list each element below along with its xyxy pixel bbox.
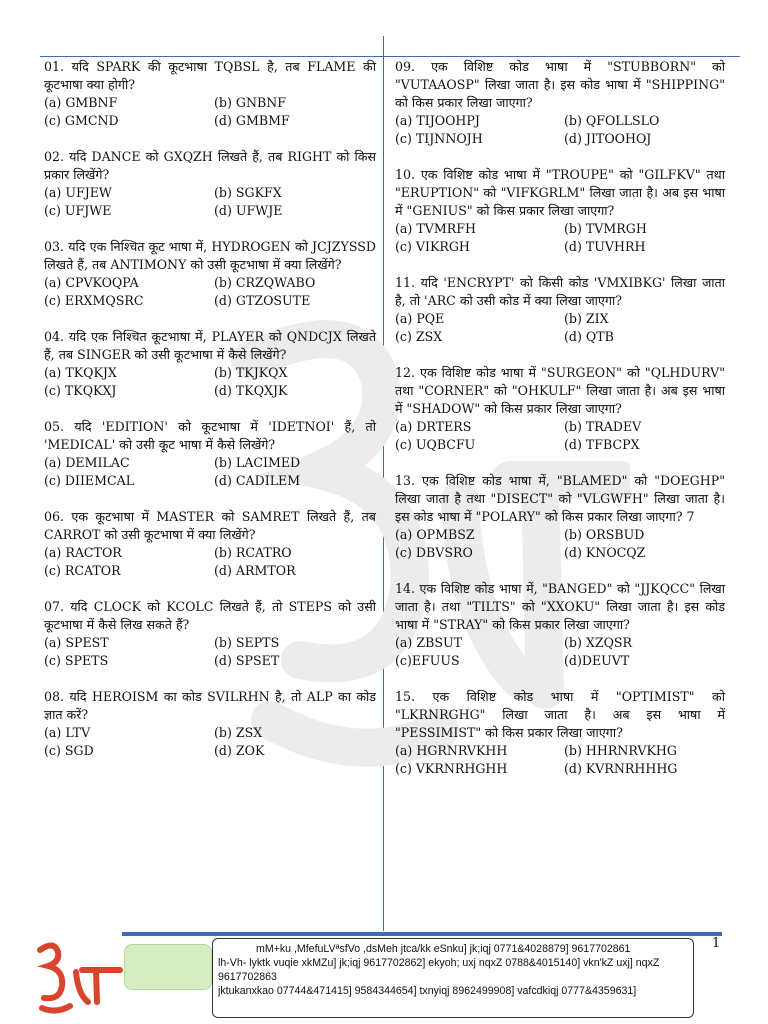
options-grid xyxy=(395,310,725,346)
answer-option: (b) ORSBUD xyxy=(564,527,645,542)
answer-option: (b) LACIMED xyxy=(214,455,301,470)
options-grid xyxy=(44,724,376,760)
answer-option: (b) CRZQWABO xyxy=(214,275,316,290)
answer-option: (c) SPETS xyxy=(44,653,109,668)
answer-option: (b) QFOLLSLO xyxy=(564,113,660,128)
question-block xyxy=(395,688,725,778)
question-block xyxy=(44,58,376,130)
answer-option: (c) VIKRGH xyxy=(395,239,470,254)
options-grid xyxy=(44,454,376,490)
question-block xyxy=(395,166,725,256)
options-grid xyxy=(44,274,376,310)
options-grid xyxy=(395,220,725,256)
question-text: 12. एक विशिष्ट कोड भाषा में "SURGEON" को "QLHDURV" तथा "CORNER" को "OHKULF" लिखा जाता है। अब इस भाषा में "SHADOW" को किस प्रकार लिखा जाएगा? xyxy=(395,365,725,416)
footer-rule xyxy=(122,932,722,936)
brand-logo-icon xyxy=(30,936,125,1014)
contact-line: jktukanxkao 07744&471415] 9584344654] txnyiqj 8962499908] vafcdkiqj 0777&4359631] xyxy=(218,985,637,997)
answer-option: (a) UFJEW xyxy=(44,185,112,200)
answer-option: (b) GNBNF xyxy=(214,95,286,110)
answer-option: (a) TKQKJX xyxy=(44,365,117,380)
answer-option: (d) KNOCQZ xyxy=(564,545,646,560)
question-text: 11. यदि 'ENCRYPT' को किसी कोड 'VMXIBKG' लिखा जाता है, तो 'ARC को उसी कोड में क्या लिखा जाएगा? xyxy=(395,275,725,308)
answer-option: (d) GMBMF xyxy=(214,113,290,128)
answer-option: (c) DBVSRO xyxy=(395,545,473,560)
question-block xyxy=(44,148,376,220)
answer-option: (c) SGD xyxy=(44,743,94,758)
answer-option: (b) SEPTS xyxy=(214,635,280,650)
contact-line: lh-Vh- lyktk vuqie xkMZu] jk;iqj 9617702862] ekyoh; uxj nqxZ 0788&4015140] vkn'kZ uxj] nqxZ xyxy=(218,957,660,969)
question-block xyxy=(44,508,376,580)
answer-option: (b) ZIX xyxy=(564,311,609,326)
answer-option: (a) PQE xyxy=(395,311,445,326)
answer-option: (c) VKRNRHGHH xyxy=(395,761,508,776)
answer-option: (a) LTV xyxy=(44,725,91,740)
question-block xyxy=(44,418,376,490)
answer-option: (a) GMBNF xyxy=(44,95,118,110)
answer-option: (a) DEMILAC xyxy=(44,455,130,470)
question-block xyxy=(395,364,725,454)
answer-option: (c) RCATOR xyxy=(44,563,121,578)
answer-option: (d) GTZOSUTE xyxy=(214,293,311,308)
answer-option: (d) TKQXJK xyxy=(214,383,288,398)
left-column xyxy=(44,58,376,778)
question-text: 07. यदि CLOCK को KCOLC लिखते हैं, तो STEPS को उसी कूटभाषा में कैसे लिख सकते हैं? xyxy=(44,599,376,632)
answer-option: (d) UFWJE xyxy=(214,203,283,218)
answer-option: (d)DEUVT xyxy=(564,653,630,668)
options-grid xyxy=(395,634,725,670)
answer-option: (c) UFJWE xyxy=(44,203,112,218)
answer-option: (a) RACTOR xyxy=(44,545,122,560)
answer-option: (c) ERXMQSRC xyxy=(44,293,144,308)
right-column xyxy=(395,58,725,796)
answer-option: (c) UQBCFU xyxy=(395,437,476,452)
question-text: 09. एक विशिष्ट कोड भाषा में "STUBBORN" को "VUTAAOSP" लिखा जाता है। इस कोड भाषा में "SHIPPING" को किस प्रकार लिखा जाएगा? xyxy=(395,59,725,110)
question-block xyxy=(44,688,376,760)
options-grid xyxy=(44,634,376,670)
answer-option: (d) TFBCPX xyxy=(564,437,640,452)
options-grid xyxy=(395,526,725,562)
answer-option: (c) TKQKXJ xyxy=(44,383,117,398)
options-grid xyxy=(395,418,725,454)
answer-option: (c) GMCND xyxy=(44,113,119,128)
answer-option: (a) TIJOOHPJ xyxy=(395,113,480,128)
answer-option: (d) ARMTOR xyxy=(214,563,296,578)
answer-option: (a) DRTERS xyxy=(395,419,472,434)
options-grid xyxy=(395,742,725,778)
answer-option: (c)EFUUS xyxy=(395,653,460,668)
question-text: 01. यदि SPARK की कूटभाषा TQBSL है, तब FLAME की कूटभाषा क्या होगी? xyxy=(44,59,376,92)
question-text: 05. यदि 'EDITION' को कूटभाषा में 'IDETNOI' हैं, तो 'MEDICAL' को उसी कूट भाषा में कैसे लिखेंगे? xyxy=(44,419,376,452)
answer-option: (b) ZSX xyxy=(214,725,263,740)
question-block xyxy=(395,58,725,148)
answer-option: (b) TRADEV xyxy=(564,419,642,434)
answer-option: (b) RCATRO xyxy=(214,545,292,560)
question-block xyxy=(395,580,725,670)
answer-option: (d) ZOK xyxy=(214,743,265,758)
answer-option: (a) TVMRFH xyxy=(395,221,476,236)
question-block xyxy=(44,238,376,310)
answer-option: (a) HGRNRVKHH xyxy=(395,743,508,758)
question-block xyxy=(395,274,725,346)
answer-option: (b) TKJKQX xyxy=(214,365,288,380)
contact-box xyxy=(212,938,694,1018)
question-text: 06. एक कूटभाषा में MASTER को SAMRET लिखते हैं, तब CARROT को उसी कूटभाषा में क्या लिखेंगे? xyxy=(44,509,376,542)
question-text: 15. एक विशिष्ट कोड भाषा में "OPTIMIST" को "LKRNRGHG" लिखा जाता है। अब इस भाषा में "PESSIMIST" को किस प्रकार लिखा जाएगा? xyxy=(395,689,725,740)
question-block xyxy=(44,328,376,400)
answer-option: (a) CPVKOQPA xyxy=(44,275,139,290)
top-rule xyxy=(40,56,740,57)
options-grid xyxy=(44,94,376,130)
answer-option: (b) SGKFX xyxy=(214,185,282,200)
answer-option: (c) TIJNNOJH xyxy=(395,131,483,146)
question-text: 08. यदि HEROISM का कोड SVILRHN है, तो ALP का कोड ज्ञात करें? xyxy=(44,689,376,722)
options-grid xyxy=(44,364,376,400)
page-number: 1 xyxy=(712,936,721,951)
footer-green-box xyxy=(124,944,212,990)
question-text: 13. एक विशिष्ट कोड भाषा में, "BLAMED" को "DOEGHP" लिखा जाता है तथा "DISECT" को "VLGWFH" लिखा जाता है। इस कोड भाषा में "POLARY" को किस प्रकार लिखा जाएगा? 7 xyxy=(395,473,725,524)
question-text: 14. एक विशिष्ट कोड भाषा में, "BANGED" को "JJKQCC" लिखा जाता है। तथा "TILTS" को "XXOKU" लिखा जाता है। इस कोड भाषा में "STRAY" को किस प्रकार लिखा जाएगा? xyxy=(395,581,725,632)
question-text: 10. एक विशिष्ट कोड भाषा में "TROUPE" को "GILFKV" तथा "ERUPTION" को "VIFKGRLM" लिखा जाता है। अब इस भाषा में "GENIUS" को किस प्रकार लिखा जाएगा? xyxy=(395,167,725,218)
options-grid xyxy=(44,544,376,580)
answer-option: (b) HHRNRVKHG xyxy=(564,743,677,758)
options-grid xyxy=(395,112,725,148)
answer-option: (d) TUVHRH xyxy=(564,239,646,254)
answer-option: (d) SPSET xyxy=(214,653,280,668)
question-block xyxy=(44,598,376,670)
answer-option: (b) TVMRGH xyxy=(564,221,647,236)
question-text: 04. यदि एक निश्चित कूटभाषा में, PLAYER को QNDCJX लिखते हैं, तब SINGER को उसी कूटभाषा में कैसे लिखेंगे? xyxy=(44,329,376,362)
answer-option: (d) CADILEM xyxy=(214,473,301,488)
answer-option: (a) SPEST xyxy=(44,635,109,650)
answer-option: (a) OPMBSZ xyxy=(395,527,475,542)
question-text: 03. यदि एक निश्चित कूट भाषा में, HYDROGEN को JCJZYSSD लिखते हैं, तब ANTIMONY को उसी कूटभाषा में क्या लिखेंगे? xyxy=(44,239,376,272)
answer-option: (d) KVRNRHHHG xyxy=(564,761,678,776)
options-grid xyxy=(44,184,376,220)
answer-option: (c) DIIEMCAL xyxy=(44,473,135,488)
answer-option: (d) QTB xyxy=(564,329,614,344)
answer-option: (c) ZSX xyxy=(395,329,443,344)
contact-line: 9617702863 xyxy=(218,971,277,983)
answer-option: (a) ZBSUT xyxy=(395,635,462,650)
question-text: 02. यदि DANCE को GXQZH लिखते हैं, तब RIGHT को किस प्रकार लिखेंगे? xyxy=(44,149,376,182)
question-block xyxy=(395,472,725,562)
contact-line: mM+ku ,MfefuLVªsfVo ,dsMeh jtca/kk eSnku] jk;iqj 0771&4028879] 9617702861 xyxy=(256,943,631,955)
answer-option: (d) JITOOHOJ xyxy=(564,131,652,146)
answer-option: (b) XZQSR xyxy=(564,635,633,650)
